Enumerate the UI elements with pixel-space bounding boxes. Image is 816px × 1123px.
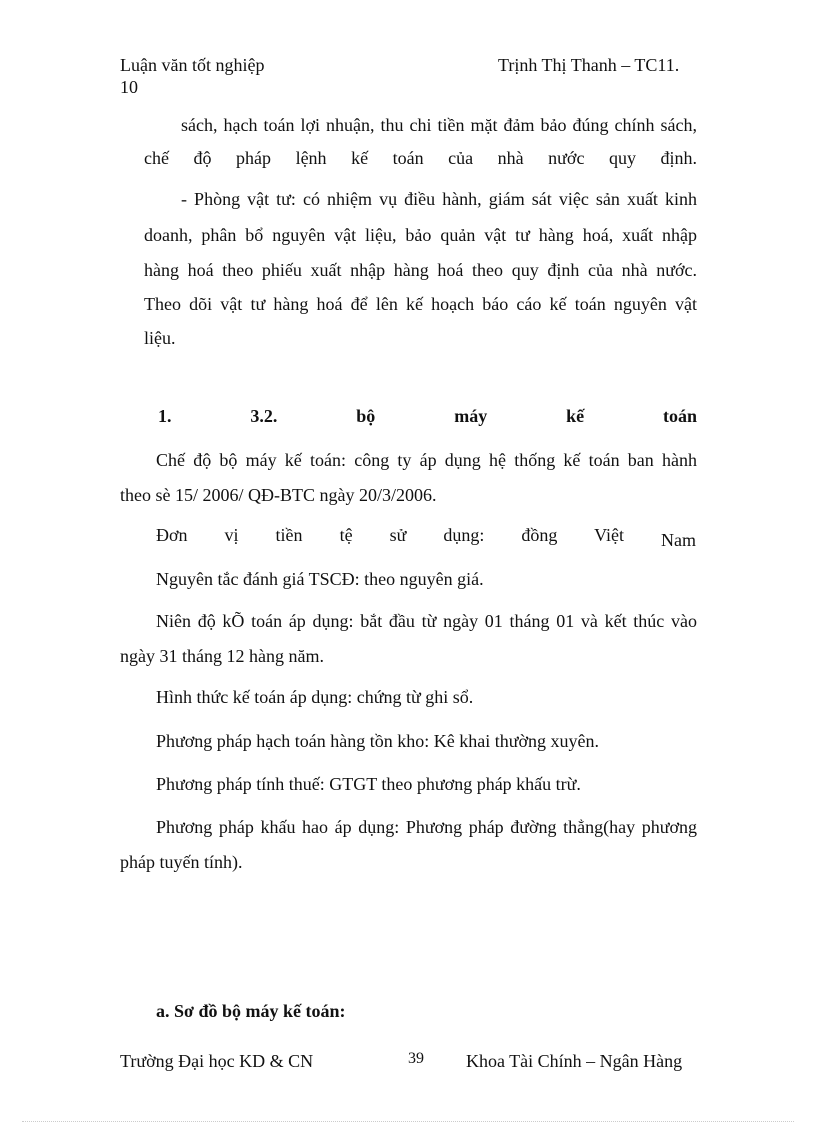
- paragraph-line: theo sè 15/ 2006/ QĐ-BTC ngày 20/3/2006.: [120, 485, 437, 505]
- footer-school: Trường Đại học KD & CN: [120, 1051, 314, 1071]
- header-author: Trịnh Thị Thanh – TC11.: [498, 55, 680, 75]
- subsection-heading: a. Sơ đồ bộ máy kế toán:: [156, 1001, 346, 1021]
- footer-page-number: 39: [408, 1050, 424, 1067]
- footer-faculty: Khoa Tài Chính – Ngân Hàng: [466, 1051, 683, 1071]
- section-heading: 1. 3.2. bộ máy kế toán: [158, 406, 697, 426]
- paragraph-line: Theo dõi vật tư hàng hoá để lên kế hoạch báo cáo kế toán nguyên vật: [144, 294, 697, 314]
- paragraph-line: Chế độ bộ máy kế toán: công ty áp dụng hệ thống kế toán ban hành: [156, 450, 697, 470]
- paragraph-line: pháp tuyến tính).: [120, 852, 243, 872]
- paragraph-line-tail: Nam: [661, 530, 696, 550]
- paragraph-line: Hình thức kế toán áp dụng: chứng từ ghi sổ.: [156, 687, 474, 707]
- paragraph-line: Phương pháp hạch toán hàng tồn kho: Kê khai thường xuyên.: [156, 731, 599, 751]
- paragraph-line: doanh, phân bổ nguyên vật liệu, bảo quản vật tư hàng hoá, xuất nhập: [144, 225, 697, 245]
- paragraph-line: Nguyên tắc đánh giá TSCĐ: theo nguyên giá.: [156, 569, 484, 589]
- header-page-ref: 10: [120, 77, 138, 97]
- paragraph-line: Phương pháp tính thuế: GTGT theo phương pháp khấu trừ.: [156, 774, 581, 794]
- paragraph-line: ngày 31 tháng 12 hàng năm.: [120, 646, 324, 666]
- paragraph-line: Niên độ kÕ toán áp dụng: bắt đầu từ ngày 01 tháng 01 và kết thúc vào: [156, 611, 697, 631]
- page-bottom-rule: [22, 1121, 794, 1122]
- paragraph-line: - Phòng vật tư: có nhiệm vụ điều hành, giám sát việc sản xuất kinh: [181, 189, 697, 209]
- paragraph-line: hàng hoá theo phiếu xuất nhập hàng hoá theo quy định của nhà nước.: [144, 260, 697, 280]
- paragraph-line: Phương pháp khấu hao áp dụng: Phương pháp đường thẳng(hay phương: [156, 817, 697, 837]
- header-title: Luận văn tốt nghiệp: [120, 55, 265, 75]
- paragraph-line: liệu.: [144, 328, 176, 348]
- paragraph-line: Đơn vị tiền tệ sử dụng: đồng Việt: [156, 525, 624, 545]
- paragraph-line: sách, hạch toán lợi nhuận, thu chi tiền mặt đảm bảo đúng chính sách,: [181, 115, 697, 135]
- paragraph-line: chế độ pháp lệnh kế toán của nhà nước quy định.: [144, 148, 697, 168]
